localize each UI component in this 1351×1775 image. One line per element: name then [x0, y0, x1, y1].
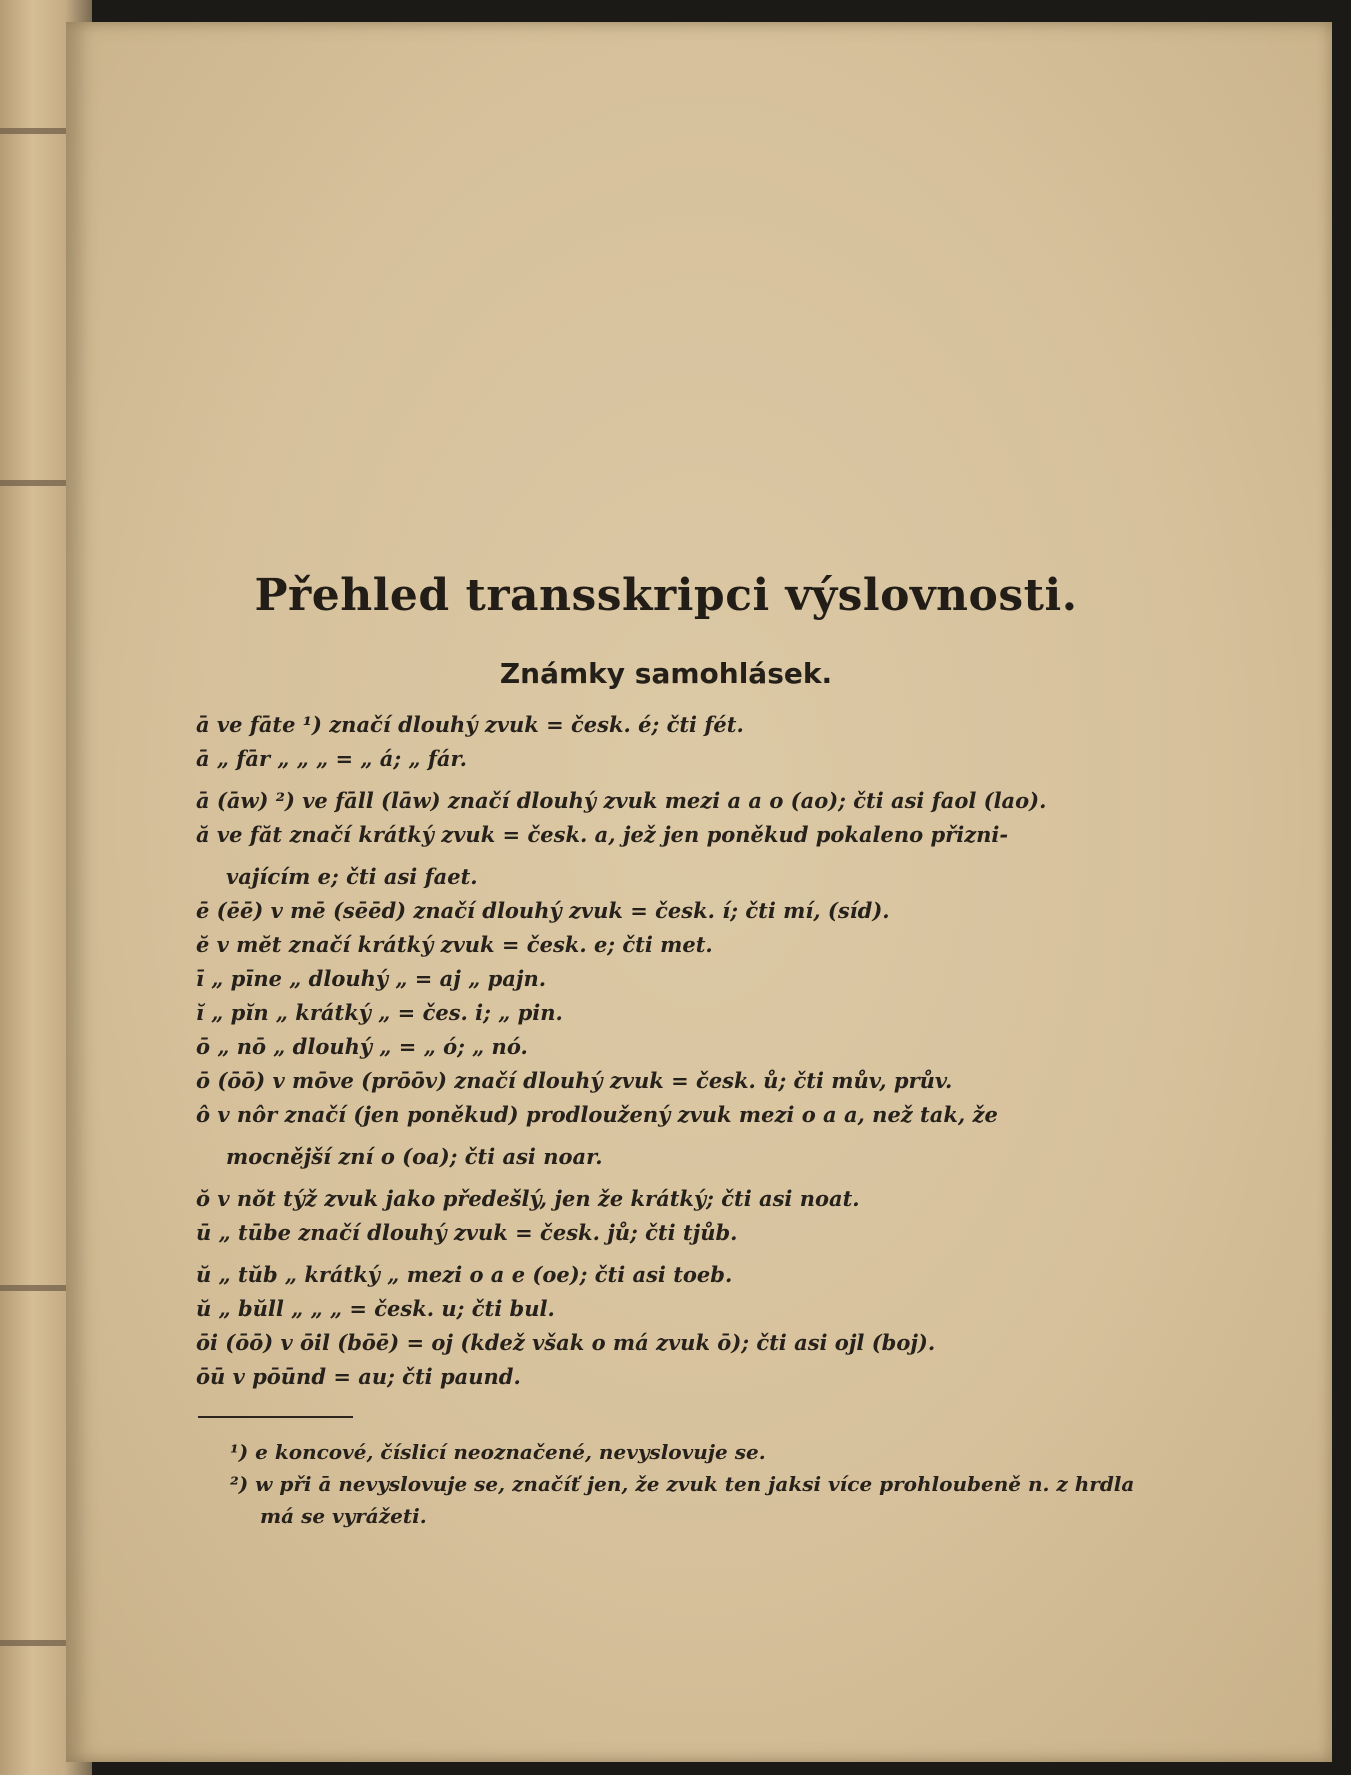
list-item: ĭ „ pĭn „ krátký „ = čes. i; „ pin.: [196, 1000, 563, 1025]
list-item: ōū v pōūnd = au; čti paund.: [196, 1364, 521, 1389]
list-item-continuation: vajícím e; čti asi faet.: [226, 864, 478, 889]
list-item: ā (āw) ²) ve fāll (lāw) značí dlouhý zvuk mezi a a o (ao); čti asi faol (lao).: [196, 788, 1047, 813]
section-heading: Známky samohlásek.: [499, 657, 833, 690]
list-item: ō (ōō) v mōve (prōōv) značí dlouhý zvuk = česk. ů; čti mův, prův.: [196, 1068, 953, 1093]
vowel-list: [196, 708, 1136, 1394]
footnote: ²) w při ā nevyslovuje se, značíť jen, že zvuk ten jaksi více prohloubeně n. z hrdla má se vyrážeti.: [230, 1472, 1135, 1528]
list-item: ŭ „ bŭll „ „ „ = česk. u; čti bul.: [196, 1296, 555, 1321]
list-item: ū „ tūbe značí dlouhý zvuk = česk. jů; čti tjůb.: [196, 1220, 738, 1245]
list-item: ô v nôr značí (jen poněkud) prodloužený zvuk mezi o a a, než tak, že: [196, 1102, 998, 1127]
footnote-divider: [198, 1416, 353, 1418]
list-item: ō „ nō „ dlouhý „ = „ ó; „ nó.: [196, 1034, 528, 1059]
list-item: ĕ v mĕt značí krátký zvuk = česk. e; čti met.: [196, 932, 713, 957]
list-item: ā ve fāte ¹) značí dlouhý zvuk = česk. é; čti fét.: [196, 712, 744, 737]
page-title: Přehled transskripci výslovnosti.: [254, 570, 1078, 621]
page-content: [196, 570, 1136, 1532]
list-item: ŏ v nŏt týž zvuk jako předešlý, jen že krátký; čti asi noat.: [196, 1186, 860, 1211]
list-item-continuation: mocnější zní o (oa); čti asi noar.: [226, 1144, 603, 1169]
footnote: ¹) e koncové, číslicí neoznačené, nevyslovuje se.: [230, 1440, 766, 1464]
list-item: ŭ „ tŭb „ krátký „ mezi o a e (oe); čti asi toeb.: [196, 1262, 733, 1287]
footnotes: [196, 1436, 1136, 1532]
list-item: ē (ēē) v mē (sēēd) značí dlouhý zvuk = česk. í; čti mí, (síd).: [196, 898, 890, 923]
list-item: ā „ fār „ „ „ = „ á; „ fár.: [196, 746, 467, 771]
list-item: ă ve făt značí krátký zvuk = česk. a, jež jen poněkud pokaleno přizni-: [196, 822, 1009, 847]
list-item: ōi (ōō) v ōil (bōē) = oj (kdež však o má zvuk ō); čti asi ojl (boj).: [196, 1330, 936, 1355]
list-item: ī „ pīne „ dlouhý „ = aj „ pajn.: [196, 966, 547, 991]
